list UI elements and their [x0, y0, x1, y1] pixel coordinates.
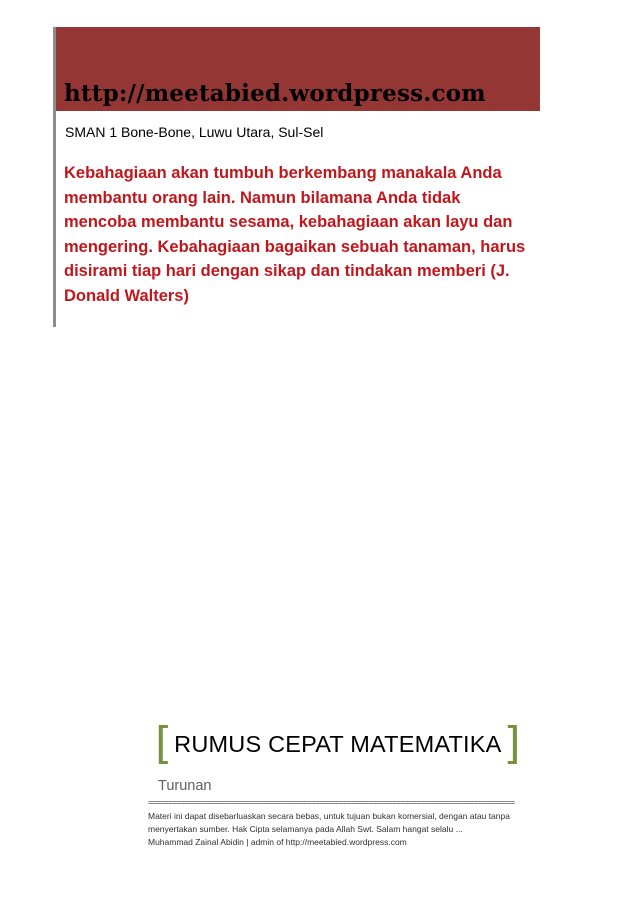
site-url-title: http://meetabied.wordpress.com — [64, 80, 486, 107]
title-text: RUMUS CEPAT MATEMATIKA — [174, 731, 502, 757]
title-bracket-close: ] — [503, 718, 521, 769]
notice-line-2: menyertakan sumber. Hak Cipta selamanya pada Allah Swt. Salam hangat selalu ... — [148, 824, 463, 834]
notice-line-3: Muhammad Zainal Abidin | admin of http://meetabied.wordpress.com — [148, 837, 407, 847]
document-title — [155, 719, 521, 779]
notice-line-1: Materi ini dapat disebarluaskan secara bebas, untuk tujuan bukan komersial, dengan atau tanpa — [148, 811, 510, 821]
school-name: SMAN 1 Bone-Bone, Luwu Utara, Sul-Sel — [65, 124, 324, 140]
title-bracket-open: [ — [155, 718, 173, 769]
document-subtitle: Turunan — [158, 778, 212, 794]
separator-rule: ========================================================================================== — [148, 798, 515, 807]
motivational-quote: Kebahagiaan akan tumbuh berkembang manakala Anda membantu orang lain. Namun bilamana Anda tidak mencoba membantu sesama, kebahagiaan akan layu dan mengering. Kebahagiaan bagaikan sebuah tanaman, harus disirami tiap hari dengan sikap dan tindakan memberi (J. Donald Walters) — [64, 164, 526, 305]
copyright-notice — [148, 810, 578, 849]
